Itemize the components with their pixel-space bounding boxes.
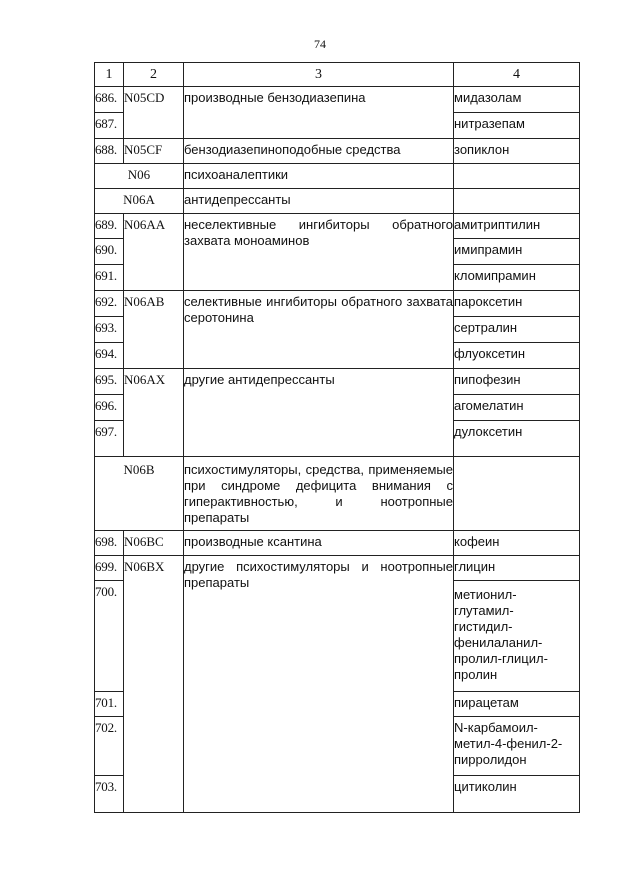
- table-row: [95, 291, 580, 317]
- atc-code: N06BC: [124, 531, 184, 556]
- drug-name: пароксетин: [454, 291, 580, 317]
- drug-name: кофеин: [454, 531, 580, 556]
- group-description: другие психостимуляторы и ноотропные препараты: [184, 556, 454, 813]
- atc-code: N06AA: [124, 214, 184, 291]
- drug-name: сертралин: [454, 317, 580, 343]
- group-description: производные бензодиазепина: [184, 87, 454, 139]
- drug-name: имипрамин: [454, 239, 580, 265]
- drug-name-empty: [454, 164, 580, 189]
- drug-classification-table: [94, 62, 580, 813]
- table-row: [95, 87, 580, 113]
- row-number: 700.: [95, 581, 124, 692]
- group-description: психоаналептики: [184, 164, 454, 189]
- row-number: 698.: [95, 531, 124, 556]
- header-col-4: 4: [454, 63, 580, 87]
- drug-name: N-карбамоил-метил-4-фенил-2-пирролидон: [454, 717, 580, 776]
- atc-code: N06BX: [124, 556, 184, 813]
- table-header-row: [95, 63, 580, 87]
- row-number: 690.: [95, 239, 124, 265]
- drug-name: амитриптилин: [454, 214, 580, 239]
- atc-code: N06A: [95, 189, 184, 214]
- atc-code: N05CD: [124, 87, 184, 139]
- drug-name: агомелатин: [454, 395, 580, 421]
- row-number: 688.: [95, 139, 124, 164]
- page-number: 74: [314, 37, 326, 51]
- row-number: 697.: [95, 421, 124, 457]
- drug-name: пирацетам: [454, 692, 580, 717]
- row-number: 686.: [95, 87, 124, 113]
- table-row: [95, 457, 580, 531]
- header-col-2: 2: [124, 63, 184, 87]
- drug-name: глицин: [454, 556, 580, 581]
- drug-name: цитиколин: [454, 776, 580, 813]
- row-number: 687.: [95, 113, 124, 139]
- row-number: 692.: [95, 291, 124, 317]
- group-description: антидепрессанты: [184, 189, 454, 214]
- row-number: 694.: [95, 343, 124, 369]
- atc-code: N06B: [95, 457, 184, 531]
- row-number: 702.: [95, 717, 124, 776]
- group-description: психостимуляторы, средства, применяемые при синдроме дефицита внимания с гиперактивностью, и ноотропные препараты: [184, 457, 454, 531]
- atc-code: N06AX: [124, 369, 184, 457]
- drug-name: мидазолам: [454, 87, 580, 113]
- row-number: 703.: [95, 776, 124, 813]
- drug-name: кломипрамин: [454, 265, 580, 291]
- drug-name: метионил-глутамил-гистидил-фенилаланил-пролил-глицил-пролин: [454, 581, 580, 692]
- table-row: [95, 531, 580, 556]
- row-number: 693.: [95, 317, 124, 343]
- table-row: [95, 139, 580, 164]
- row-number: 696.: [95, 395, 124, 421]
- row-number: 691.: [95, 265, 124, 291]
- atc-code: N06: [95, 164, 184, 189]
- drug-name-empty: [454, 457, 580, 531]
- header-col-1: 1: [95, 63, 124, 87]
- drug-name: флуоксетин: [454, 343, 580, 369]
- group-description: производные ксантина: [184, 531, 454, 556]
- atc-code: N05CF: [124, 139, 184, 164]
- group-description: селективные ингибиторы обратного захвата серотонина: [184, 291, 454, 369]
- row-number: 689.: [95, 214, 124, 239]
- drug-name: пипофезин: [454, 369, 580, 395]
- group-description: бензодиазепиноподобные средства: [184, 139, 454, 164]
- drug-name: нитразепам: [454, 113, 580, 139]
- table-row: [95, 556, 580, 581]
- drug-name-empty: [454, 189, 580, 214]
- atc-code: N06AB: [124, 291, 184, 369]
- table-row: [95, 164, 580, 189]
- row-number: 701.: [95, 692, 124, 717]
- drug-name: дулоксетин: [454, 421, 580, 457]
- table-row: [95, 189, 580, 214]
- drug-name: зопиклон: [454, 139, 580, 164]
- row-number: 699.: [95, 556, 124, 581]
- group-description: другие антидепрессанты: [184, 369, 454, 457]
- header-col-3: 3: [184, 63, 454, 87]
- row-number: 695.: [95, 369, 124, 395]
- group-description: неселективные ингибиторы обратного захвата моноаминов: [184, 214, 454, 291]
- table-row: [95, 214, 580, 239]
- table-row: [95, 369, 580, 395]
